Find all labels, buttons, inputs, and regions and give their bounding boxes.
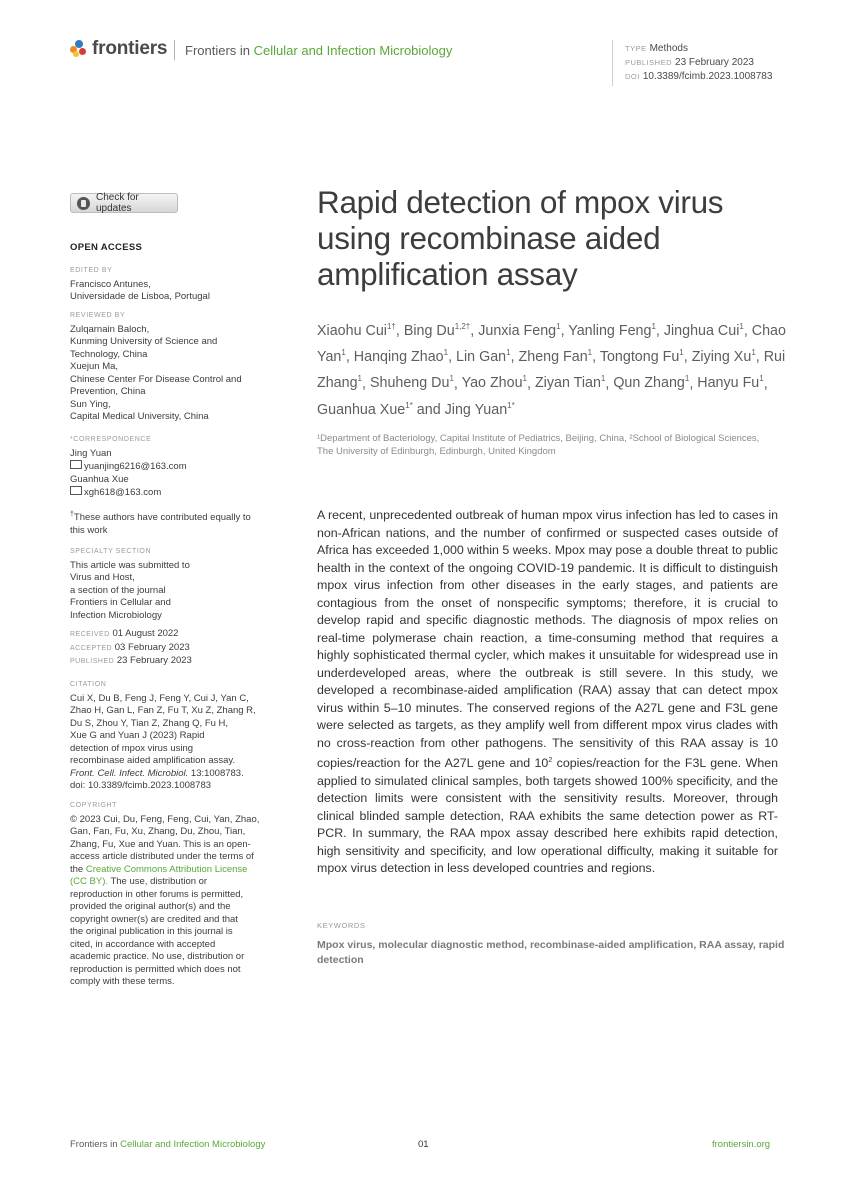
author-name: Xiaohu Cui: [317, 322, 387, 339]
author-affiliation-mark: 1: [357, 374, 362, 384]
open-access-label: OPEN ACCESS: [70, 242, 143, 253]
specialty-line: This article was submitted to: [70, 559, 190, 571]
corr-name: Guanhua Xue: [70, 473, 129, 485]
author-list: Xiaohu Cui$^{1\dagger}$, Bing $Du^{1,2\dagger}$, Junxia Feng$^1$, Yanling Feng$^1$, Jinghua Cui$^1$, Chao Yan$^1$, Hanqing Zhao$^1$, Lin Gan$^1$, Zheng Fan$^1$, Tongtong Fu$^1$, Ziying Xu$^1$, Rui Zhang$^1$, Shuheng Du$^1$, Yao Zhou$^1$, Ziyan Tian$^1$, Qun Zhang$^1$, Hanyu Fu$^1$, Guanhua Xue$^{1*}$ and Jing Yuan$^{1*}$: [317, 322, 786, 418]
journal-prefix: Frontiers in: [185, 43, 251, 58]
copyright-line: comply with these terms.: [70, 976, 175, 987]
journal-title[interactable]: [185, 43, 452, 58]
author[interactable]: [462, 375, 527, 391]
author-name: Rui Zhang: [317, 349, 786, 392]
author[interactable]: [417, 402, 515, 418]
citation-doi[interactable]: doi: 10.3389/fcimb.2023.1008783: [70, 780, 212, 791]
corr-email-link[interactable]: xgh618@163.com: [84, 487, 162, 498]
footer-journal-name: Cellular and Infection Microbiology: [120, 1139, 266, 1150]
author-name: Hanqing Zhao: [353, 349, 444, 366]
citation-line: detection of mpox virus using: [70, 742, 194, 754]
editor-line: Universidade de Lisboa, Portugal: [70, 291, 210, 302]
citation-section: [70, 679, 270, 793]
received-key: RECEIVED: [70, 631, 110, 638]
author-affiliation-mark: 1*: [405, 400, 413, 410]
check-for-updates-button[interactable]: [70, 193, 178, 213]
license-link[interactable]: Creative Commons Attribution License: [85, 863, 248, 875]
published-key: PUBLISHED: [70, 658, 115, 665]
author-affiliation-mark: 1: [587, 348, 593, 358]
check-for-updates-label: Check for updates: [95, 192, 139, 214]
correspondence-section: [70, 434, 270, 500]
author[interactable]: [692, 349, 756, 365]
author-name: Zheng Fan: [518, 349, 588, 366]
citation-volume: 13:1008783.: [188, 767, 244, 779]
author-affiliation-mark: 1: [679, 348, 684, 358]
logo-wordmark: frontiers: [92, 38, 168, 59]
copyright-line: the original publication in this journal is: [70, 926, 233, 937]
copyright-line: reproduction is permitted which does not: [70, 963, 241, 975]
citation-line: Cui X, Du B, Feng J, Feng Y, Cui J, Yan C,: [70, 692, 249, 704]
specialty-line: a section of the journal: [70, 584, 166, 596]
author[interactable]: [600, 349, 684, 365]
affiliations: ¹Department of Bacteriology, Capital Institute of Pediatrics, Beijing, China, ²School of Biological Sciences, The University of Edinburgh, Edinburgh, United Kingdom: [317, 433, 760, 457]
copyright-line: access article distributed under the terms of: [70, 851, 254, 862]
author[interactable]: [317, 402, 413, 418]
author[interactable]: [370, 375, 454, 391]
citation-line: recombinase aided amplification assay.: [70, 755, 236, 766]
copyright-line: reproduction in other forums is permitted,: [70, 888, 244, 900]
author-affiliation-mark: 1†: [386, 322, 396, 331]
author-affiliation-mark: 1: [684, 374, 690, 384]
author-name: Ziyan Tian: [534, 375, 601, 392]
author[interactable]: [519, 349, 593, 365]
citation-line: Zhao H, Gan L, Fan Z, Fu T, Xu Z, Zhang R,: [70, 705, 256, 716]
corr-name: Jing Yuan: [70, 447, 112, 459]
reviewer-line: Capital Medical University, China: [70, 411, 209, 422]
dagger-mark: †: [70, 511, 74, 518]
author-affiliation-mark: 1*: [507, 400, 515, 410]
copyright-line: The use, distribution or: [108, 876, 208, 887]
author-affiliation-mark: 1: [759, 374, 764, 384]
equal-note-line: These authors have contributed equally to: [73, 512, 251, 524]
author[interactable]: [568, 323, 656, 339]
author-affiliation-mark: 1: [522, 374, 527, 384]
author-name: Qun Zhang: [613, 375, 685, 392]
copyright-line: Zhang, Fu, Xue and Yuan. This is an open-: [70, 838, 251, 850]
author-affiliation-mark: 1: [651, 322, 656, 331]
copyright-line: the: [70, 863, 86, 875]
edited-by-label: EDITED BY: [70, 267, 113, 274]
copyright-line: copyright owner(s) are credited and that: [70, 913, 238, 925]
author-name: Jinghua Cui: [663, 322, 740, 339]
author-name: and Jing Yuan: [416, 401, 508, 418]
author-name: Bing Du: [403, 322, 455, 339]
author-affiliation-mark: 1: [751, 348, 756, 358]
author-name: Junxia Feng: [478, 322, 557, 339]
dates-section: [70, 628, 270, 669]
author-affiliation-mark: 1: [556, 322, 561, 331]
citation-line: Du S, Zhou Y, Tian Z, Zhang Q, Fu H,: [70, 717, 229, 729]
author-name: Shuheng Du: [369, 375, 450, 392]
article-title: Rapid detection of mpox virus using recombinase aided amplification assay: [317, 184, 724, 292]
abstract: [317, 507, 778, 878]
journal-name: Cellular and Infection Microbiology: [253, 43, 453, 58]
reviewed-by-label: REVIEWED BY: [70, 312, 126, 319]
frontiers-logo[interactable]: [70, 38, 167, 60]
meta-divider: [612, 40, 613, 86]
author-affiliation-mark: 1: [341, 348, 346, 358]
specialty-label: SPECIALTY SECTION: [70, 548, 152, 555]
author[interactable]: [535, 375, 605, 391]
copyright-section: [70, 800, 270, 989]
author-name: Ziying Xu: [691, 349, 752, 366]
type-value: Methods: [649, 43, 688, 54]
author-affiliation-mark: 1,2†: [454, 322, 471, 331]
author-name: Lin Gan: [456, 349, 507, 366]
keywords-label: KEYWORDS: [317, 921, 366, 930]
specialty-line: Virus and Host,: [70, 572, 135, 583]
accepted-key: ACCEPTED: [70, 644, 113, 652]
edited-by-section: [70, 265, 270, 304]
reviewer-line: Chinese Center For Disease Control and: [70, 373, 242, 385]
author-name: Guanhua Xue: [317, 401, 406, 418]
accepted-date: 03 February 2023: [114, 641, 190, 653]
author-name: Chao Yan: [317, 322, 786, 366]
footer-journal[interactable]: [70, 1139, 265, 1150]
citation-journal: Front. Cell. Infect. Microbiol.: [70, 767, 189, 779]
citation-line: Xue G and Yuan J (2023) Rapid: [70, 730, 205, 741]
author-affiliation-mark: 1: [506, 348, 511, 358]
reviewed-by-section: [70, 310, 270, 424]
copyright-line: academic practice. No use, distribution or: [70, 951, 245, 962]
editor-line: Francisco Antunes,: [70, 278, 151, 290]
author[interactable]: [317, 323, 396, 339]
citation-label: CITATION: [70, 681, 107, 688]
reviewer-line: Kunming University of Science and: [70, 336, 218, 347]
corr-email-link[interactable]: yuanjing6216@163.com: [84, 461, 187, 472]
copyright-line: © 2023 Cui, Du, Feng, Feng, Cui, Yan, Zhao,: [70, 813, 260, 825]
author-name: Yanling Feng: [568, 322, 652, 339]
copyright-line: Gan, Fan, Fu, Xu, Zhang, Du, Zhou, Tian,: [70, 826, 246, 837]
author-affiliation-mark: 1: [449, 374, 454, 384]
author[interactable]: [478, 323, 560, 339]
published-value: 23 February 2023: [675, 57, 754, 68]
doi-key: DOI: [625, 72, 640, 81]
reviewer-line: Prevention, China: [70, 386, 146, 397]
frontiers-logo-icon: [70, 40, 88, 58]
author[interactable]: [664, 323, 744, 339]
specialty-line: Frontiers in Cellular and: [70, 597, 171, 608]
author-name: Tongtong Fu: [599, 349, 680, 366]
published-date: 23 February 2023: [116, 655, 192, 666]
equal-note-line: this work: [70, 524, 108, 536]
type-key: TYPE: [625, 44, 647, 53]
reviewer-line: Sun Ying,: [70, 398, 111, 410]
author[interactable]: [354, 349, 448, 365]
author[interactable]: [404, 323, 470, 339]
license-link-cc-by[interactable]: (CC BY).: [70, 876, 108, 887]
keywords: Mpox virus, molecular diagnostic method, recombinase-aided amplification, RAA assay, rapid detection: [317, 939, 785, 966]
envelope-icon: [70, 460, 82, 469]
bookmark-icon: [77, 197, 90, 210]
article-meta: [625, 42, 772, 84]
author-name: Hanyu Fu: [697, 375, 760, 392]
reviewer-line: Zulqarnain Baloch,: [70, 323, 150, 335]
reviewer-line: Technology, China: [70, 348, 148, 360]
received-date: 01 August 2022: [112, 628, 179, 639]
header-divider: [174, 40, 175, 60]
author-affiliation-mark: 1: [739, 322, 744, 331]
copyright-line: cited, in accordance with accepted: [70, 938, 216, 950]
doi-value[interactable]: 10.3389/fcimb.2023.1008783: [642, 71, 773, 82]
author-affiliation-mark: 1: [443, 348, 449, 358]
author[interactable]: [697, 375, 763, 391]
envelope-icon: [70, 486, 82, 495]
author[interactable]: [456, 349, 511, 365]
author-affiliation-mark: 1: [600, 374, 606, 384]
specialty-line: Infection Microbiology: [70, 609, 162, 621]
published-key: PUBLISHED: [625, 58, 673, 67]
footer-site-link[interactable]: frontiersin.org: [712, 1139, 771, 1150]
footer-journal-prefix: Frontiers in: [70, 1139, 118, 1150]
reviewer-line: Xuejun Ma,: [70, 361, 119, 372]
specialty-section: [70, 546, 270, 622]
copyright-line: provided the original author(s) and the: [70, 901, 231, 912]
correspondence-label: *CORRESPONDENCE: [70, 436, 152, 443]
abstract-text: copies/reaction for the F3L gene. When applied to simulated clinical samples, both targets showed 100% specificity, and the detection limits were consistent with the sensitivity results. Moreover, through clinical blinded sample detection, RAA exhibits the same detection power as RT-PCR. In summary, the RAA mpox assay described here exhibits rapid detection, high sensitivity and specificity, and low operational difficulty, making it suitable for mpox virus detection in less developed countries and regions.: [317, 756, 779, 876]
abstract-superscript: 2: [548, 757, 553, 764]
author-name: Yao Zhou: [461, 375, 523, 392]
author[interactable]: [613, 375, 689, 391]
equal-contribution-note: [70, 509, 270, 537]
page-number: 01: [418, 1139, 429, 1150]
copyright-label: COPYRIGHT: [70, 802, 118, 809]
abstract-text: A recent, unprecedented outbreak of human mpox virus infection has led to cases in non-African nations, and the number of confirmed or suspected cases outside of Africa has exceeded 1,000 within 5 weeks. Mpox may pose a double threat to public health in the context of the ongoing COVID-19 pandemic. It is difficult to distinguish mpox virus infection from other diseases in the early stages, and patients are contagious from the onset of nonspecific symptoms; therefore, it is crucial to develop rapid and specific diagnostic methods. The diagnosis of mpox relies on real-time polymerase chain reaction, a time-consuming method that requires a highly sophisticated thermal cycler, which makes it unsuitable for widespread use in underdeveloped areas, where the outbreak is still severe. In this study, we developed a recombinase-aided amplification (RAA) assay that can detect mpox virus within 5–10 minutes. The conserved regions of the A27L gene and F3L gene were selected as targets, as they amplify well from different mpox virus clades with no cross-reaction from other pathogens. The sensitivity of this RAA assay is 10 copies/reaction for the A27L gene and 10: [317, 508, 778, 771]
